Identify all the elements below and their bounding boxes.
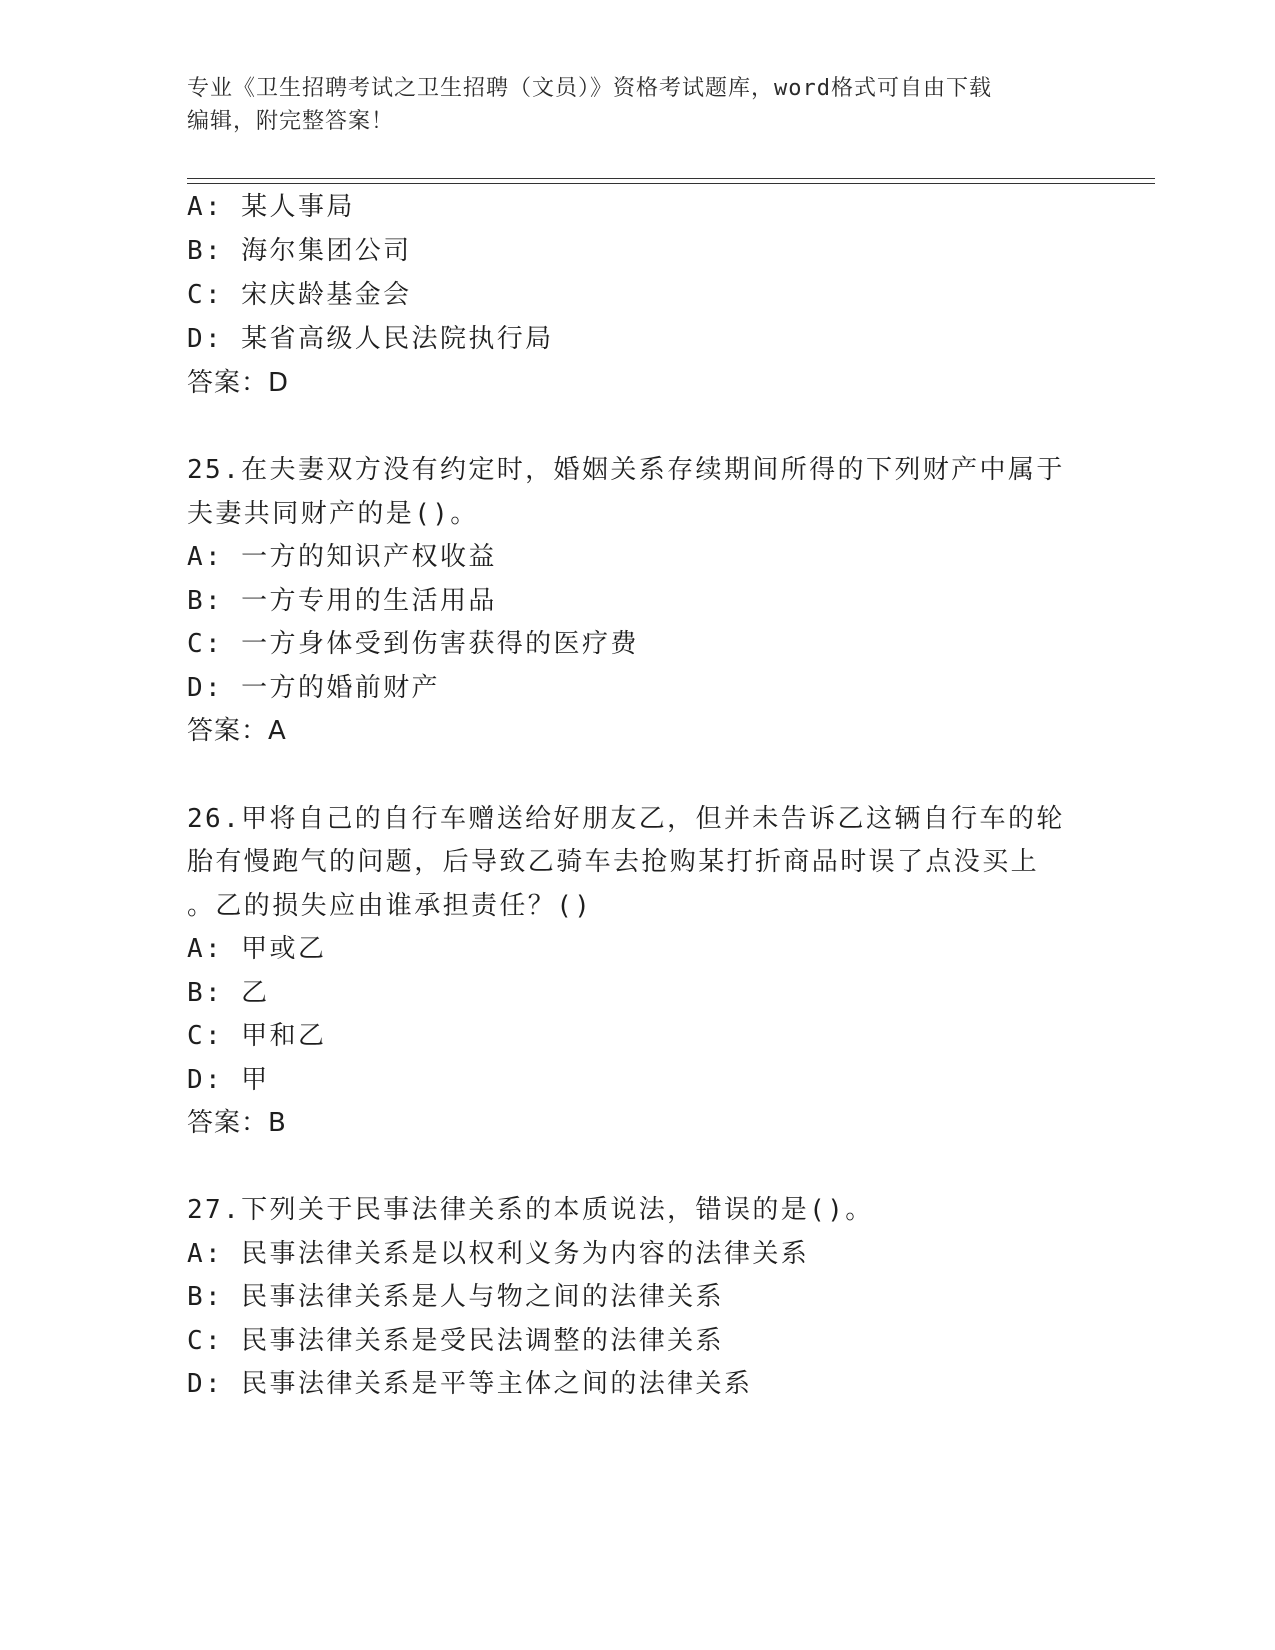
q26-option-b: B: 乙: [187, 978, 270, 1008]
q27-option-b: B: 民事法律关系是人与物之间的法律关系: [187, 1282, 724, 1312]
header-line-2: 编辑，附完整答案！: [187, 109, 395, 134]
q24-option-c: C: 宋庆龄基金会: [187, 280, 412, 310]
q27-stem-line-1: 27.下列关于民事法律关系的本质说法，错误的是()。: [187, 1195, 874, 1225]
q24-answer: 答案：D: [187, 368, 290, 398]
q27-option-d: D: 民事法律关系是平等主体之间的法律关系: [187, 1369, 753, 1399]
q24-option-b: B: 海尔集团公司: [187, 236, 412, 266]
q27-option-c: C: 民事法律关系是受民法调整的法律关系: [187, 1326, 724, 1356]
q26-answer: 答案：B: [187, 1108, 287, 1138]
q26-stem-line-1: 26.甲将自己的自行车赠送给好朋友乙，但并未告诉乙这辆自行车的轮: [187, 804, 1065, 834]
q25-option-a: A: 一方的知识产权收益: [187, 542, 497, 572]
q24-option-a: A: 某人事局: [187, 192, 355, 222]
q25-stem-line-1: 25.在夫妻双方没有约定时，婚姻关系存续期间所得的下列财产中属于: [187, 455, 1065, 485]
header-rule-bottom: [187, 183, 1155, 184]
header-rule-top: [187, 178, 1155, 179]
q27-option-a: A: 民事法律关系是以权利义务为内容的法律关系: [187, 1239, 810, 1269]
q25-option-d: D: 一方的婚前财产: [187, 673, 440, 703]
q26-option-a: A: 甲或乙: [187, 934, 327, 964]
q24-option-d: D: 某省高级人民法院执行局: [187, 324, 554, 354]
header-line-1: 专业《卫生招聘考试之卫生招聘（文员）》资格考试题库，word格式可自由下载: [187, 76, 992, 101]
q26-stem-line-2: 胎有慢跑气的问题，后导致乙骑车去抢购某打折商品时误了点没买上: [187, 847, 1040, 877]
document-header: [187, 72, 1087, 138]
q25-option-c: C: 一方身体受到伤害获得的医疗费: [187, 629, 639, 659]
q25-stem-line-2: 夫妻共同财产的是()。: [187, 499, 479, 529]
q25-answer: 答案：A: [187, 716, 287, 746]
q26-stem-line-3: 。乙的损失应由谁承担责任？(): [187, 891, 593, 921]
q25-option-b: B: 一方专用的生活用品: [187, 586, 497, 616]
q26-option-d: D: 甲: [187, 1065, 270, 1095]
q26-option-c: C: 甲和乙: [187, 1021, 327, 1051]
